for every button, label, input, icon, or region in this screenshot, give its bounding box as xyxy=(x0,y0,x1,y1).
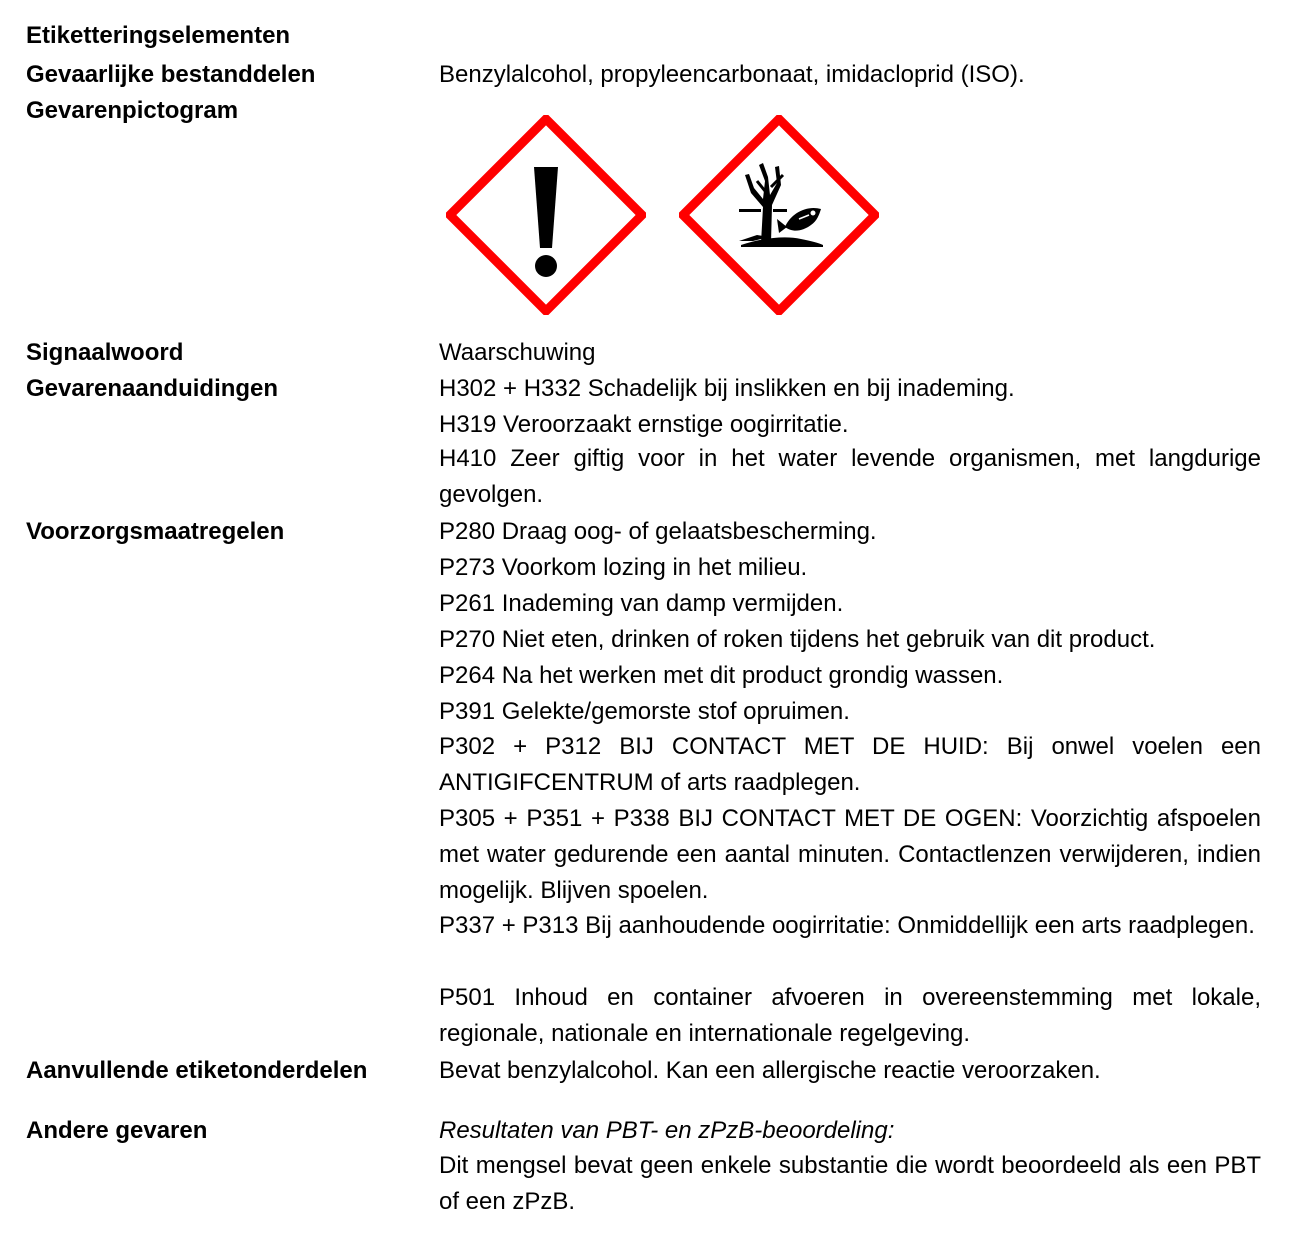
hazard-statement: H410 Zeer giftig voor in het water levende organismen, met langdurige gevolgen. xyxy=(439,445,1261,508)
precautionary-statement: P501 Inhoud en container afvoeren in overeenstemming met lokale, regionale, nationale en internationale regelgeving. xyxy=(439,984,1261,1047)
additional-label-elements-label: Aanvullende etiketonderdelen xyxy=(26,1057,368,1084)
ingredients-value: Benzylalcohol, propyleencarbonaat, imidacloprid (ISO). xyxy=(439,61,1025,88)
other-hazards-label: Andere gevaren xyxy=(26,1117,208,1144)
additional-label-elements-value: Bevat benzylalcohol. Kan een allergische reactie veroorzaken. xyxy=(439,1057,1101,1084)
hazard-statement: H319 Veroorzaakt ernstige oogirritatie. xyxy=(439,411,849,438)
exclamation-mark-pictogram-icon xyxy=(446,115,646,315)
precautionary-statement: P264 Na het werken met dit product grondig wassen. xyxy=(439,662,1004,689)
precautionary-statement: P337 + P313 Bij aanhoudende oogirritatie: Onmiddellijk een arts raadplegen. xyxy=(439,912,1255,939)
signal-word-label: Signaalwoord xyxy=(26,339,184,366)
precautionary-statement: P391 Gelekte/gemorste stof opruimen. xyxy=(439,698,850,725)
precautionary-statement: P280 Draag oog- of gelaatsbescherming. xyxy=(439,518,877,545)
signal-word-value: Waarschuwing xyxy=(439,339,596,366)
section-title: Etiketteringselementen xyxy=(26,22,291,49)
ingredients-label: Gevaarlijke bestanddelen xyxy=(26,61,316,88)
pbt-assessment-value: Dit mengsel bevat geen enkele substantie die wordt beoordeeld als een PBT of een zPzB. xyxy=(439,1152,1261,1215)
hazard-statement: H302 + H332 Schadelijk bij inslikken en bij inademing. xyxy=(439,375,1015,402)
pictogram-label: Gevarenpictogram xyxy=(26,97,239,124)
precautionary-statements-label: Voorzorgsmaatregelen xyxy=(26,518,285,545)
precautionary-statement: P305 + P351 + P338 BIJ CONTACT MET DE OGEN: Voorzichtig afspoelen met water gedurende een aantal minuten. Contactlenzen verwijderen, indien mogelijk. Blijven spoelen. xyxy=(439,805,1261,904)
precautionary-statement: P270 Niet eten, drinken of roken tijdens het gebruik van dit product. xyxy=(439,626,1156,653)
pbt-assessment-heading: Resultaten van PBT- en zPzB-beoordeling: xyxy=(439,1117,895,1144)
environment-pictogram-icon xyxy=(679,115,879,315)
precautionary-statement: P261 Inademing van damp vermijden. xyxy=(439,590,844,617)
precautionary-statement: P302 + P312 BIJ CONTACT MET DE HUID: Bij onwel voelen een ANTIGIFCENTRUM of arts raadplegen. xyxy=(439,733,1261,796)
hazard-statements-label: Gevarenaanduidingen xyxy=(26,375,279,402)
precautionary-statement: P273 Voorkom lozing in het milieu. xyxy=(439,554,808,581)
